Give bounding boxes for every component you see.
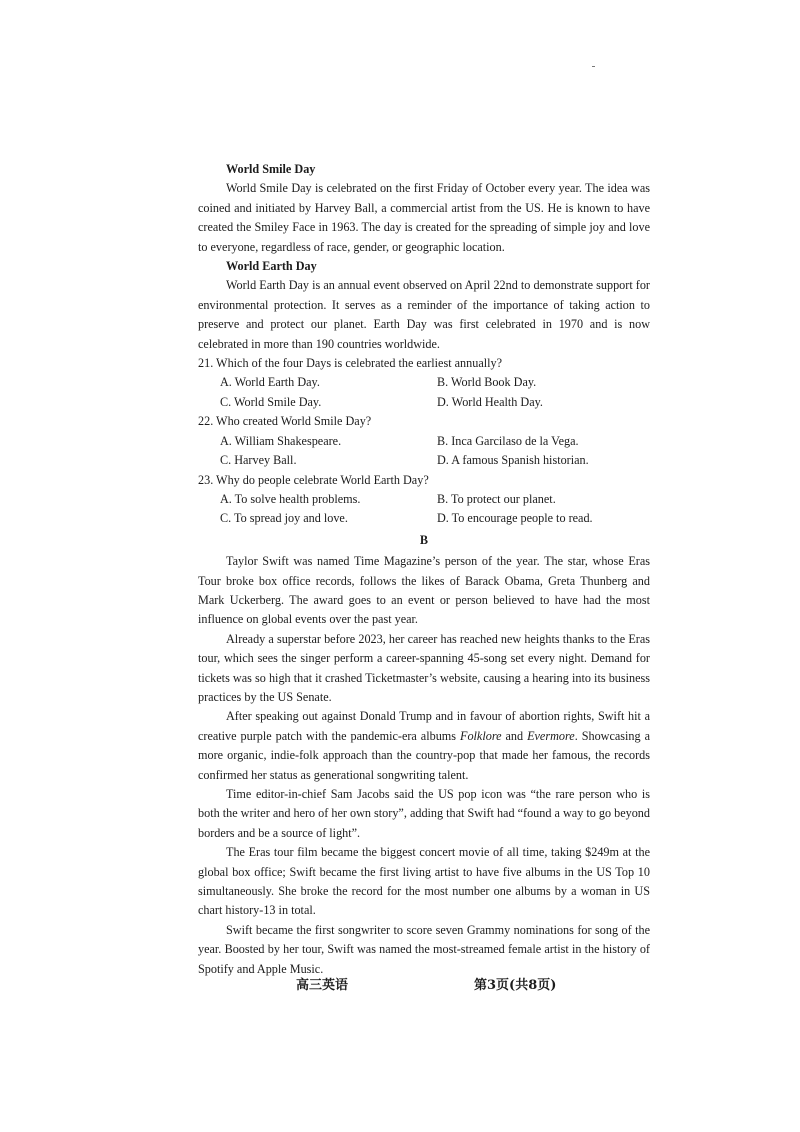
option-d: D. A famous Spanish historian. [437, 453, 589, 468]
section-b-label: B [419, 532, 429, 547]
earth-day-paragraph: World Earth Day is an annual event observed on April 22nd to demonstrate support for environmental protection. It serves as a reminder of the importance of taking action to preserve and protect our planet. Earth Day was first celebrated in 1970 and is now celebrated in more than 190 countries worldwide. [198, 278, 650, 351]
option-d: D. To encourage people to read. [437, 511, 593, 526]
swift-paragraph-3 [198, 707, 650, 785]
option-row [198, 393, 650, 412]
scan-speck [592, 66, 595, 67]
option-row [198, 490, 650, 509]
swift-paragraph-5: The Eras tour film became the biggest concert movie of all time, taking $249m at the global box office; Swift became the first living artist to have five albums in the US Top 10 simultaneously. She broke the record for the most number one albums by a woman in US chart history-13 in total. [198, 845, 650, 918]
option-row [198, 509, 650, 528]
question-21 [198, 354, 650, 412]
option-b: B. To protect our planet. [437, 491, 556, 506]
album-title-folklore: Folklore [460, 728, 502, 743]
page-content [198, 160, 650, 979]
swift-paragraph-1: Taylor Swift was named Time Magazine’s person of the year. The star, whose Eras Tour broke box office records, follows the likes of Barack Obama, Greta Thunberg and Mark Uckerberg. The award goes to an event or person believed to have had the most influence on global events over the past year. [198, 554, 650, 627]
question-stem: 21. Which of the four Days is celebrated the earliest annually? [198, 356, 503, 371]
smile-day-paragraph: World Smile Day is celebrated on the first Friday of October every year. The idea was coined and initiated by Harvey Ball, a commercial artist from the US. He is known to have created the Smiley Face in 1963. The day is created for the spreading of simple joy and love to everyone, regardless of race, gender, or geographic location. [198, 181, 650, 254]
option-row [198, 373, 650, 392]
footer-subject: 高三英语 [296, 978, 349, 993]
option-b: B. World Book Day. [437, 375, 537, 390]
option-row [198, 432, 650, 451]
paragraph-text: . Showcasing a more organic, indie-folk approach than the country-pop that made her famous, the records confirmed her status as generational songwriting talent. [198, 728, 650, 782]
question-stem: 23. Why do people celebrate World Earth Day? [198, 472, 429, 487]
question-stem: 22. Who created World Smile Day? [198, 414, 372, 429]
paragraph-text: and [501, 728, 528, 743]
option-a: A. William Shakespeare. [220, 433, 342, 448]
album-title-evermore: Evermore [527, 728, 575, 743]
swift-paragraph-2: Already a superstar before 2023, her career has reached new heights thanks to the Eras tour, which sees the singer perform a career-spanning 45-song set every night. Demand for tickets was so high that it crashed Ticketmaster’s website, causing a hearing into its business practices by the US Senate. [198, 631, 650, 704]
option-d: D. World Health Day. [437, 394, 543, 409]
option-c: C. To spread joy and love. [220, 511, 348, 526]
footer-page-number: 第3页(共8页) [474, 978, 557, 993]
option-c: C. World Smile Day. [220, 394, 322, 409]
swift-paragraph-4: Time editor-in-chief Sam Jacobs said the US pop icon was “the rare person who is both the writer and hero of her own story”, adding that Swift had “found a way to go beyond borders and be a source of light”. [198, 787, 650, 840]
swift-paragraph-6: Swift became the first songwriter to score seven Grammy nominations for song of the year. Boosted by her tour, Swift was named the most-streamed female artist in the history of Spotify and Apple Music. [198, 922, 650, 976]
option-a: A. World Earth Day. [220, 375, 320, 390]
earth-day-heading: World Earth Day [226, 259, 317, 274]
option-a: A. To solve health problems. [220, 491, 361, 506]
smile-day-heading: World Smile Day [226, 162, 316, 176]
option-row [198, 451, 650, 470]
question-22 [198, 412, 650, 470]
question-23 [198, 471, 650, 529]
paragraph-text: After speaking out against Donald Trump and in favour of abortion rights, Swift hit a creative purple patch with the pandemic-era albums [198, 709, 650, 743]
option-c: C. Harvey Ball. [220, 453, 297, 468]
option-b: B. Inca Garcilaso de la Vega. [437, 433, 579, 448]
